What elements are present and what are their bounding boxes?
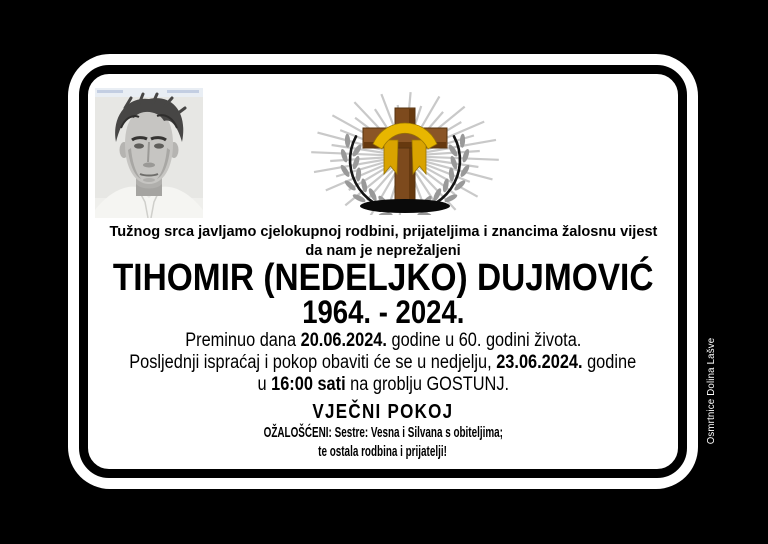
- funeral-line1-pre: Posljednji ispraćaj i pokop obaviti će se u nedjelju,: [129, 352, 497, 373]
- mourners-line-1: OŽALOŠĆENI: Sestre: Vesna i Silvana s obiteljima;: [263, 424, 503, 441]
- farewell-heading: VJEČNI POKOJ: [312, 401, 454, 423]
- funeral-line2-pre: u: [257, 374, 271, 395]
- mourners-list: [68, 423, 698, 461]
- funeral-line1-post: godine: [582, 352, 637, 373]
- life-years: 1964. - 2024.: [301, 294, 465, 330]
- funeral-line-1: [130, 352, 637, 374]
- obituary-card: [68, 54, 698, 489]
- cross-emblem: [300, 82, 510, 215]
- portrait-photo: [95, 88, 203, 218]
- mourners-line-2: te ostala rodbina i prijatelji!: [318, 443, 448, 460]
- farewell-heading-block: [68, 401, 698, 424]
- publisher-watermark: Osmrtnice Dolina Lašve: [705, 337, 717, 445]
- funeral-date: 23.06.2024.: [496, 352, 583, 373]
- death-date: 20.06.2024.: [300, 330, 387, 351]
- intro-line-1: Tužnog srca javljamo cjelokupnoj rodbini, prijateljima i znancima žalosnu vijest: [109, 223, 657, 240]
- deceased-name: TIHOMIR (NEDELJKO) DUJMOVIĆ: [112, 257, 654, 299]
- funeral-line-2: [257, 374, 509, 396]
- life-years-block: [68, 295, 698, 329]
- base-ellipse-icon: [360, 199, 450, 213]
- funeral-line2-post: na groblju GOSTUNJ.: [345, 374, 509, 395]
- deceased-name-block: [68, 258, 698, 298]
- portrait-photo-graphic: [95, 88, 203, 218]
- death-line-post: godine u 60. godini života.: [386, 330, 582, 351]
- intro-text: [68, 222, 698, 260]
- funeral-time: 16:00 sati: [270, 374, 346, 395]
- intro-line-2: da nam je neprežaljeni: [305, 242, 461, 259]
- death-line-pre: Preminuo dana: [184, 330, 301, 351]
- death-line: [185, 330, 581, 352]
- funeral-details: [68, 330, 698, 396]
